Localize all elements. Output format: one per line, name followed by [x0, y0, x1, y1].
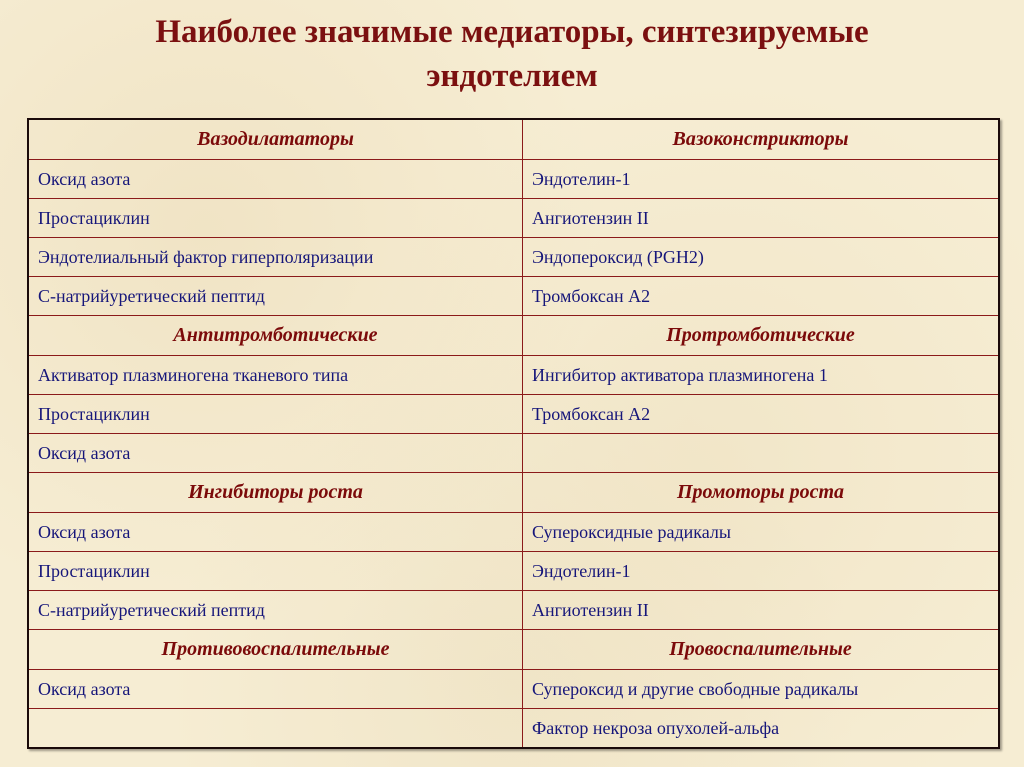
table-row	[28, 238, 999, 277]
left-section-header: Антитромботические	[28, 316, 523, 356]
right-cell: Ангиотензин II	[523, 591, 1000, 630]
section-header-row	[28, 630, 999, 670]
right-cell: Супероксид и другие свободные радикалы	[523, 670, 1000, 709]
table-row	[28, 356, 999, 395]
right-cell: Тромбоксан А2	[523, 395, 1000, 434]
mediators-table	[27, 118, 1000, 749]
section-header-row	[28, 119, 999, 160]
right-cell: Ангиотензин II	[523, 199, 1000, 238]
right-cell: Фактор некроза опухолей-альфа	[523, 709, 1000, 749]
left-cell	[28, 709, 523, 749]
left-cell: Простациклин	[28, 552, 523, 591]
title-line-2: эндотелием	[426, 58, 598, 94]
left-cell: Простациклин	[28, 395, 523, 434]
left-cell: Оксид азота	[28, 670, 523, 709]
table-row	[28, 395, 999, 434]
right-cell: Эндотелин-1	[523, 552, 1000, 591]
section-header-row	[28, 473, 999, 513]
table-row	[28, 513, 999, 552]
table-row	[28, 709, 999, 749]
left-cell: Простациклин	[28, 199, 523, 238]
table-row	[28, 199, 999, 238]
left-cell: Оксид азота	[28, 160, 523, 199]
left-section-header: Вазодилататоры	[28, 119, 523, 160]
left-cell: Эндотелиальный фактор гиперполяризации	[28, 238, 523, 277]
table-row	[28, 670, 999, 709]
table-row	[28, 591, 999, 630]
left-cell: Оксид азота	[28, 513, 523, 552]
right-cell	[523, 434, 1000, 473]
left-cell: С-натрийуретический пептид	[28, 277, 523, 316]
left-section-header: Ингибиторы роста	[28, 473, 523, 513]
right-cell: Супероксидные радикалы	[523, 513, 1000, 552]
left-cell: Оксид азота	[28, 434, 523, 473]
left-cell: Активатор плазминогена тканевого типа	[28, 356, 523, 395]
left-section-header: Противовоспалительные	[28, 630, 523, 670]
right-cell: Эндопероксид (PGH2)	[523, 238, 1000, 277]
right-cell: Ингибитор активатора плазминогена 1	[523, 356, 1000, 395]
right-section-header: Вазоконстрикторы	[523, 119, 1000, 160]
right-cell: Тромбоксан А2	[523, 277, 1000, 316]
slide-title	[0, 10, 1024, 98]
table-row	[28, 160, 999, 199]
right-section-header: Промоторы роста	[523, 473, 1000, 513]
left-cell: С-натрийуретический пептид	[28, 591, 523, 630]
table-row	[28, 277, 999, 316]
right-section-header: Протромботические	[523, 316, 1000, 356]
table-row	[28, 434, 999, 473]
title-line-1: Наиболее значимые медиаторы, синтезируемые	[155, 14, 869, 50]
right-cell: Эндотелин-1	[523, 160, 1000, 199]
table-row	[28, 552, 999, 591]
right-section-header: Провоспалительные	[523, 630, 1000, 670]
section-header-row	[28, 316, 999, 356]
